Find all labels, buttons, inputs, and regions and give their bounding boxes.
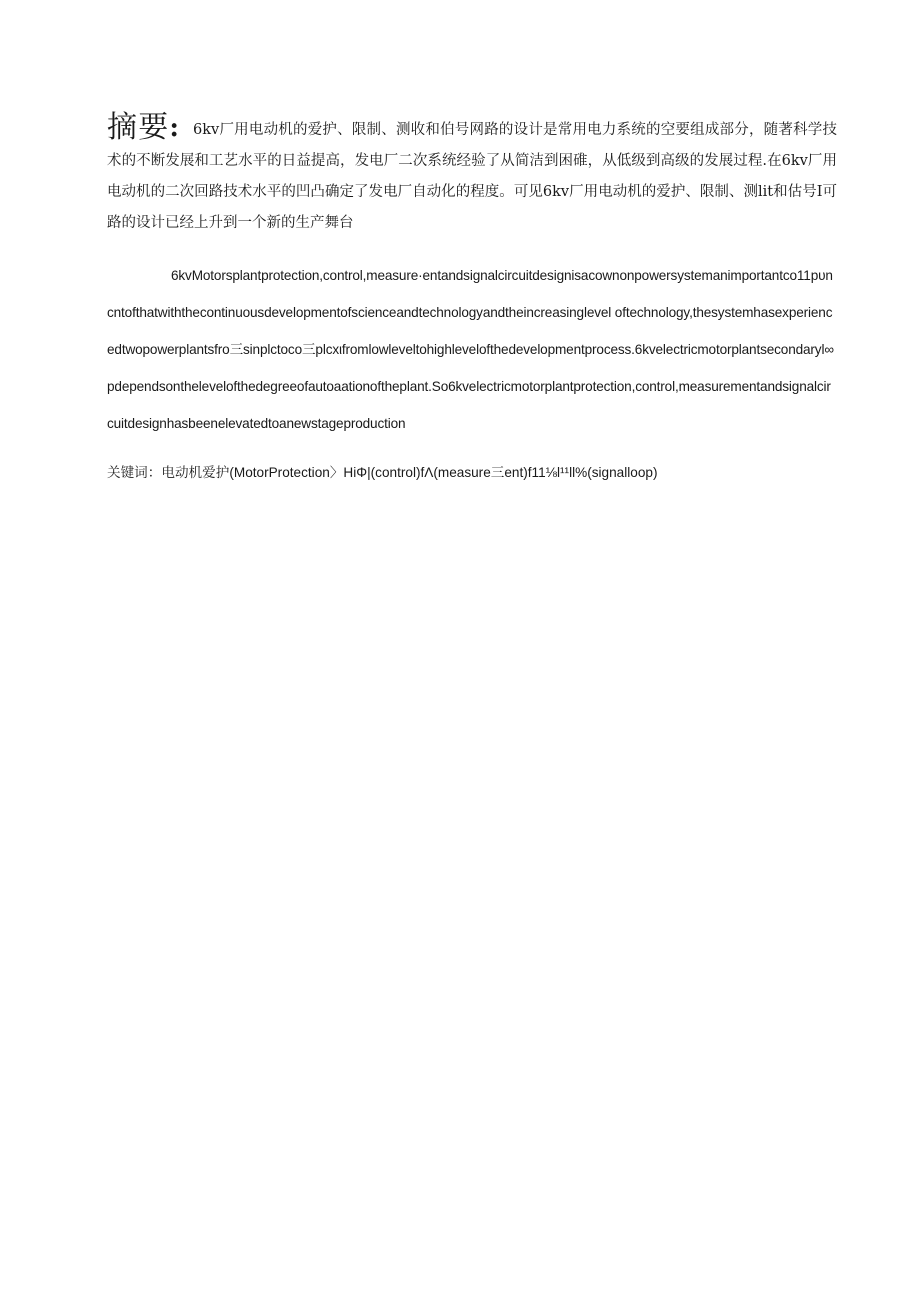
keywords-line: 关键词：电动机爱护(MotorProtection〉HiΦ|(control)fΛ(measure三ent)f11⅛l¹¹ll%(signalloop) [107, 465, 658, 480]
abstract-page [107, 112, 837, 486]
abstract-chinese-paragraph [107, 112, 837, 239]
abstract-chinese-text: 6kv厂用电动机的爱护、限制、测收和伯号网路的设计是常用电力系统的空要组成部分，随著科学技术的不断发展和工艺水平的日益提高，发电厂二次系统经验了从简洁到困碓，从低级到高级的发展过程.在6kv厂用电动机的二次回路技术水平的凹凸确定了发电厂自动化的程度。可见6kv厂用电动机的爱护、限制、测lit和估号I可路的设计已经上升到一个新的生产舞台 [107, 122, 838, 231]
abstract-heading: 摘要 [107, 110, 170, 145]
abstract-heading-colon: : [169, 113, 180, 143]
abstract-english-paragraph: 6kvMotorsplantprotection,control,measure·entandsignalcircuitdesignisacownonpowersystemanimportantco11pυncntofthatwiththecontinuousdevelopmentofscienceandtechnologyandtheincreasinglevel oftechnology,thesystemhasexperiencedtwopowerplantsfro三sinplctoco三plcxιfromlowleveltohighlevelofthedevelopmentprocess.6kvelectricmotorplantsecondaryl∞pdependsonthelevelofthedegreeofautoaationoftheplant.So6kvelectricmotorplantprotection,control,measurementandsignalcircuitdesignhasbeenelevatedtoanewstageproduction [107, 268, 834, 431]
